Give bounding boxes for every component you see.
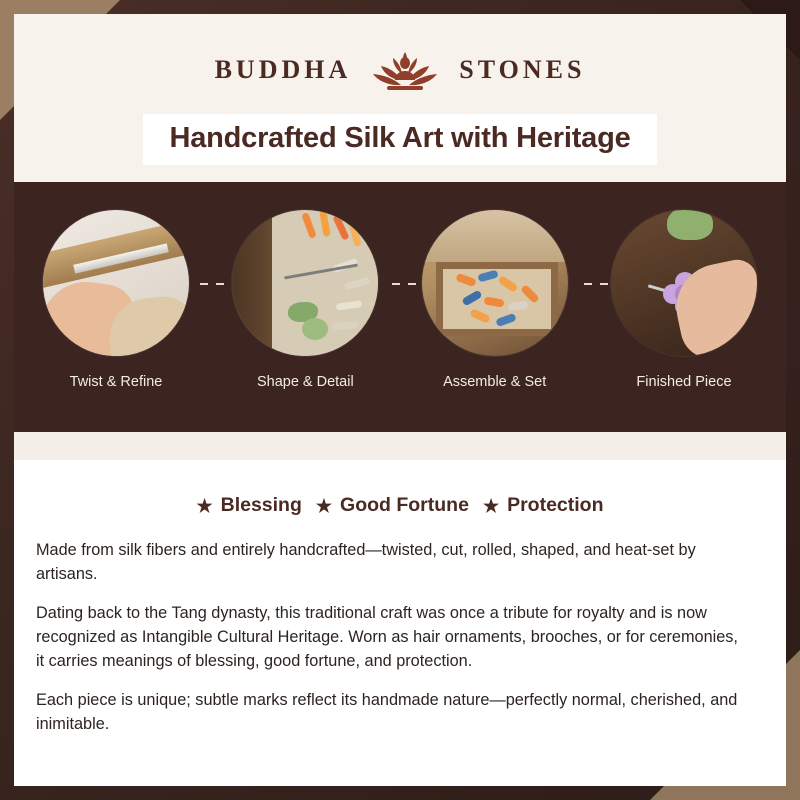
feature-blessing-label: Blessing (220, 494, 302, 516)
description-paragraphs (14, 517, 786, 736)
process-steps-strip (14, 182, 786, 432)
feature-badges (14, 494, 786, 517)
step-2-image (232, 210, 378, 356)
step-4-label: Finished Piece (636, 374, 732, 390)
step-3 (417, 210, 573, 390)
step-3-label: Assemble & Set (443, 374, 547, 390)
section-divider-strip (14, 432, 786, 460)
description-section (14, 432, 786, 786)
brand-lockup (215, 46, 586, 94)
header (14, 14, 786, 182)
title-band (143, 114, 656, 165)
step-1-label: Twist & Refine (69, 374, 163, 390)
step-1 (38, 210, 194, 390)
content-card (14, 14, 786, 786)
page-title: Handcrafted Silk Art with Heritage (169, 122, 631, 154)
paragraph-uniqueness: Each piece is unique; subtle marks reflect its handmade nature—perfectly normal, cherished, and inimitable. (36, 691, 738, 733)
feature-blessing (196, 494, 301, 517)
paragraph-materials: Made from silk fibers and entirely handcrafted—twisted, cut, rolled, shaped, and heat-set by artisans. (36, 541, 696, 583)
lotus-meditation-icon (369, 46, 441, 94)
brand-word-left: BUDDHA (214, 55, 352, 84)
feature-protection (483, 494, 604, 517)
step-3-image (422, 210, 568, 356)
star-icon: ★ (196, 495, 213, 516)
feature-good-fortune-label: Good Fortune (340, 494, 469, 516)
step-4-image (611, 210, 757, 356)
brand-word-right: STONES (459, 55, 586, 84)
feature-good-fortune (316, 494, 469, 517)
star-icon: ★ (315, 495, 333, 516)
step-4 (606, 210, 762, 390)
step-2 (227, 210, 383, 390)
step-1-image (43, 210, 189, 356)
paragraph-heritage: Dating back to the Tang dynasty, this traditional craft was once a tribute for royalty and is now recognized as Intangible Cultural Heritage. Worn as hair ornaments, brooches, or for ceremonies, it carries meanings of blessing, good fortune, and protection. (36, 604, 738, 670)
star-icon: ★ (482, 495, 500, 516)
step-2-label: Shape & Detail (256, 374, 354, 390)
feature-protection-label: Protection (507, 494, 604, 516)
